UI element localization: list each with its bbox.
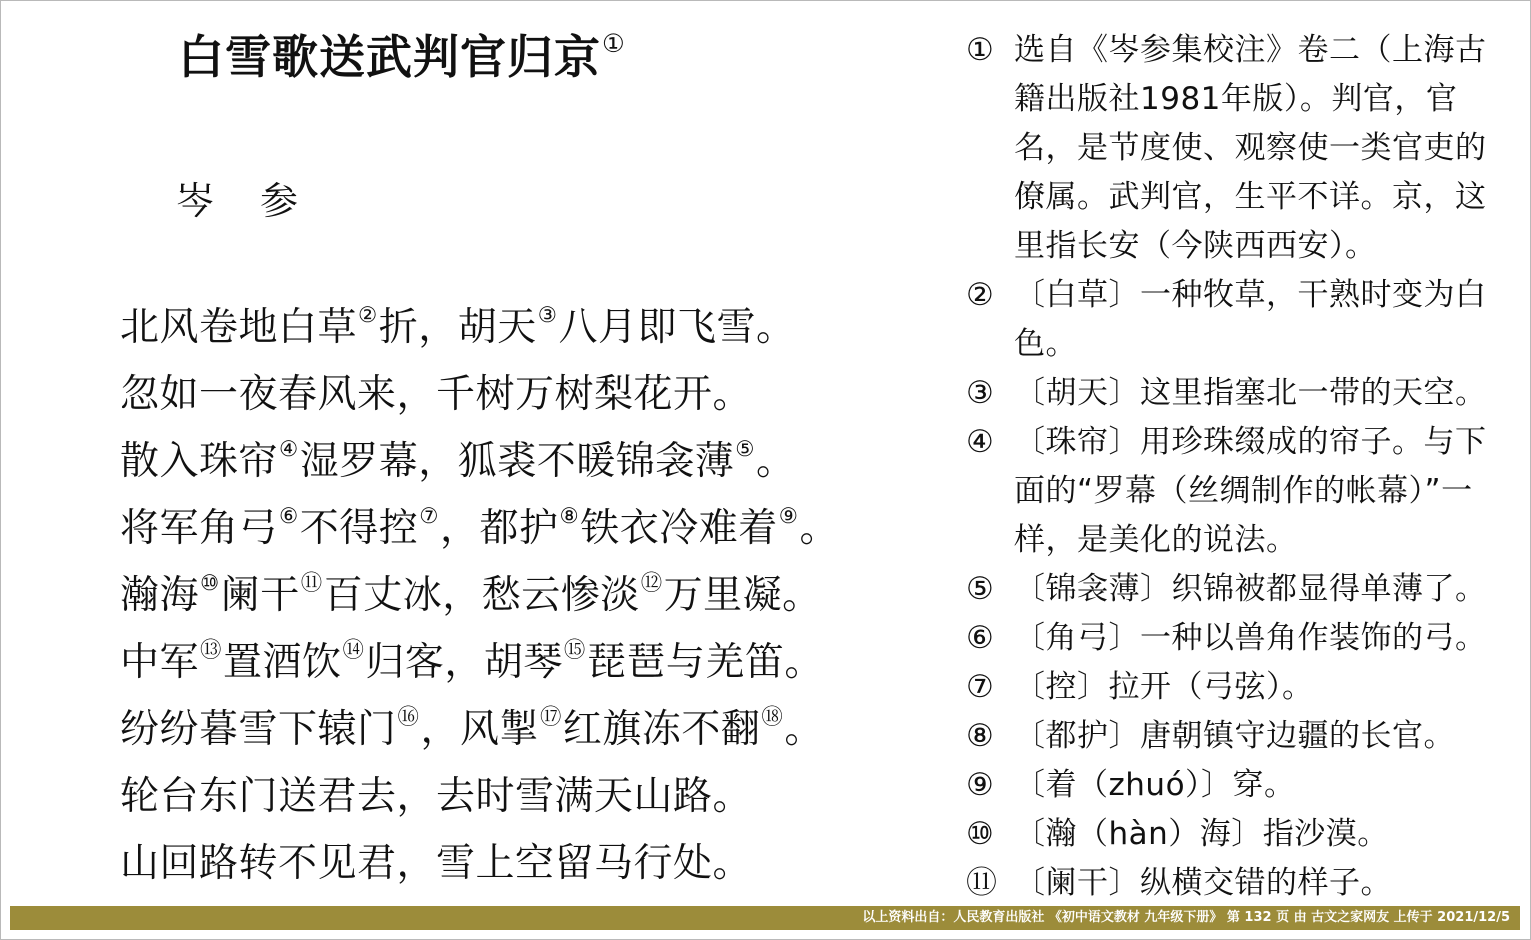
footnote: [958, 810, 1488, 859]
poem-text: 琵琶与羌笛。: [586, 640, 824, 685]
footnote-text: 〔控〕拉开（弓弦）。: [1014, 669, 1314, 705]
poem-title-text: 白雪歌送武判官归京: [178, 30, 601, 84]
footnote-text: 〔角弓〕一种以兽角作装饰的弓。: [1014, 620, 1487, 656]
footnote: [958, 565, 1488, 614]
poem-text: 折，胡天: [378, 305, 537, 350]
footnote-number: ④: [966, 424, 994, 460]
poem-author: 岑参: [176, 179, 345, 223]
footnote-text: 〔着（zhuó）〕穿。: [1014, 767, 1296, 803]
poem-text: 八月即飞雪。: [558, 305, 796, 350]
poem-text: 不得控: [299, 506, 419, 551]
footnote-number: ②: [966, 277, 994, 313]
poem-text: 湿罗幕，狐裘不暖锦衾薄: [299, 439, 735, 484]
poem-text: ，风掣: [420, 707, 539, 752]
footnote-text: 〔白草〕一种牧草，干熟时变为白色。: [1014, 277, 1487, 362]
note-mark: ⑰: [539, 704, 562, 730]
poem-text: 瀚海: [120, 573, 200, 618]
footnote-number: ⑥: [966, 620, 994, 656]
footnote-number: ③: [966, 375, 994, 411]
footnote-number: ⑦: [966, 669, 994, 705]
footnote: [958, 614, 1488, 663]
poem-line: [120, 696, 890, 763]
footnote: [958, 369, 1488, 418]
poem-line: [120, 830, 890, 897]
footnote-text: 〔都护〕唐朝镇守边疆的长官。: [1014, 718, 1455, 754]
footnote-text: 〔锦衾薄〕织锦被都显得单薄了。: [1014, 571, 1487, 607]
note-mark: ⑫: [640, 570, 663, 596]
note-mark: ⑩: [200, 570, 220, 596]
poem-text: 轮台东门送君去，去时雪满天山路。: [120, 774, 753, 819]
poem-text: 。: [755, 439, 796, 484]
footnote: [958, 859, 1488, 908]
note-mark: ④: [279, 436, 299, 462]
poem-title: [178, 30, 627, 85]
poem-text: 。: [799, 506, 839, 551]
poem-text: 万里凝。: [663, 573, 822, 618]
poem-text: 红旗冻不翻: [562, 707, 761, 752]
footnote: [958, 663, 1488, 712]
poem-line: [120, 294, 890, 361]
poem-text: 阑干: [220, 573, 300, 618]
footnote-number: ①: [966, 32, 994, 68]
poem-line: [120, 361, 890, 428]
note-mark: ⑦: [419, 503, 439, 529]
footnote-number: ⑪: [966, 865, 997, 901]
poem-text: 山回路转不见君，雪上空留马行处。: [120, 841, 753, 886]
note-mark: ⑤: [735, 436, 755, 462]
poem-text: 百丈冰，愁云惨淡: [323, 573, 640, 618]
poem-line: [120, 629, 890, 696]
footnote: [958, 26, 1488, 271]
poem-text: 置酒饮: [222, 640, 342, 685]
footnotes: [958, 26, 1488, 908]
title-note-mark: ①: [602, 28, 626, 58]
note-mark: ③: [537, 302, 558, 328]
poem-text: 中军: [120, 640, 200, 685]
poem-line: [120, 763, 890, 830]
note-mark: ⑪: [300, 570, 323, 596]
footnote-text: 选自《岑参集校注》卷二（上海古籍出版社1981年版）。判官，官名，是节度使、观察使一类官吏的僚属。武判官，生平不详。京，这里指长安（今陕西西安）。: [1014, 32, 1487, 264]
footnote: [958, 271, 1488, 369]
poem-body: [120, 294, 890, 897]
poem-text: 北风卷地白草: [120, 305, 358, 350]
note-mark: ⑥: [279, 503, 299, 529]
note-mark: ⑱: [761, 704, 784, 730]
poem-text: 散入珠帘: [120, 439, 279, 484]
note-mark: ⑬: [200, 637, 222, 663]
footnote-number: ⑧: [966, 718, 994, 754]
note-mark: ⑯: [397, 704, 420, 730]
note-mark: ⑮: [563, 637, 586, 663]
footnote: [958, 712, 1488, 761]
poem-text: 将军角弓: [120, 506, 279, 551]
poem-text: 忽如一夜春风来，千树万树梨花开。: [120, 372, 753, 417]
footnote: [958, 761, 1488, 810]
footnote-text: 〔瀚（hàn）海〕指沙漠。: [1014, 816, 1389, 852]
footnote-text: 〔珠帘〕用珍珠缀成的帘子。与下面的“罗幕（丝绸制作的帐幕）”一样，是美化的说法。: [1014, 424, 1487, 558]
source-footer: 以上资料出自：人民教育出版社 《初中语文教材 九年级下册》 第 132 页 由 古文之家网友 上传于 2021/12/5: [10, 906, 1520, 930]
footnote-text: 〔阑干〕纵横交错的样子。: [1014, 865, 1392, 901]
footnote-number: ⑩: [966, 816, 994, 852]
note-mark: ⑭: [342, 637, 365, 663]
poem-text: 。: [784, 707, 824, 752]
poem-text: 归客，胡琴: [365, 640, 563, 685]
note-mark: ⑨: [778, 503, 799, 529]
poem-text: 纷纷暮雪下辕门: [120, 707, 397, 752]
poem-text: ，都护: [439, 506, 559, 551]
poem-line: [120, 562, 890, 629]
footnote-number: ⑨: [966, 767, 994, 803]
poem-line: [120, 495, 890, 562]
footnote: [958, 418, 1488, 565]
footnote-text: 〔胡天〕这里指塞北一带的天空。: [1014, 375, 1487, 411]
note-mark: ②: [358, 302, 378, 328]
footnote-number: ⑤: [966, 571, 994, 607]
poem-text: 铁衣冷难着: [580, 506, 778, 551]
note-mark: ⑧: [559, 503, 580, 529]
poem-line: [120, 428, 890, 495]
